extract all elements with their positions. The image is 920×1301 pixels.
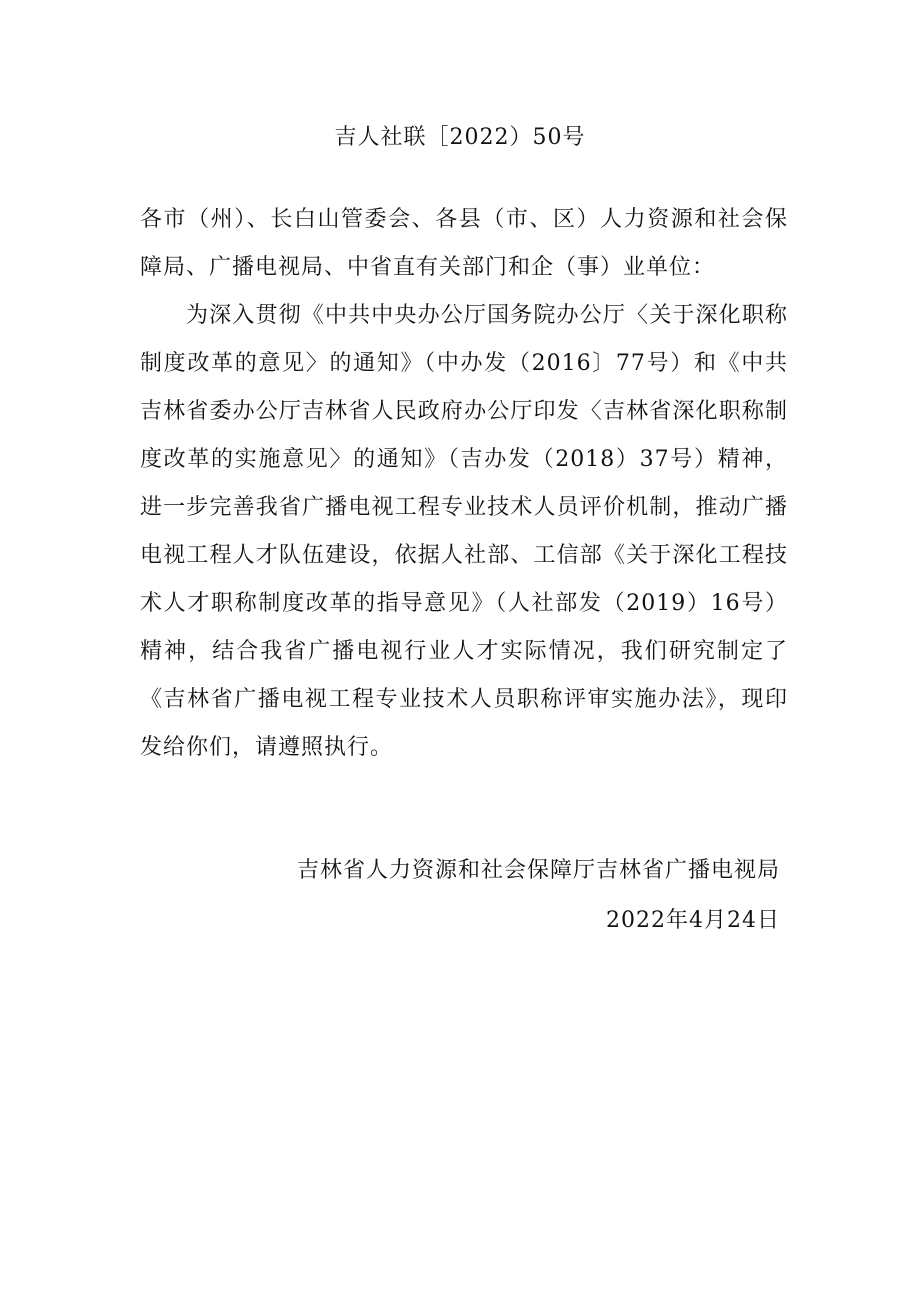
- issuer-signature: 吉林省人力资源和社会保障厅吉林省广播电视局: [296, 858, 780, 883]
- body-paragraph: 为深入贯彻《中共中央办公厅国务院办公厅〈关于深化职称制度改革的意见〉的通知》（中办发（2016〕77号）和《中共吉林省委办公厅吉林省人民政府办公厅印发〈吉林省深化职称制度改革的实施意见〉的通知》（吉办发（2018）37号）精神，进一步完善我省广播电视工程专业技术人员评价机制，推动广播电视工程人才队伍建设，依据人社部、工信部《关于深化工程技术人才职称制度改革的指导意见》（人社部发（2019）16号）精神，结合我省广播电视行业人才实际情况，我们研究制定了《吉林省广播电视工程专业技术人员职称评审实施办法》，现印发给你们，请遵照执行。: [140, 303, 788, 760]
- document-number: 吉人社联［2022）50号: [334, 125, 586, 150]
- issue-date: 2022年4月24日: [606, 908, 780, 933]
- salutation: 各市（州）、长白山管委会、各县（市、区）人力资源和社会保障局、广播电视局、中省直有关部门和企（事）业单位：: [140, 207, 788, 280]
